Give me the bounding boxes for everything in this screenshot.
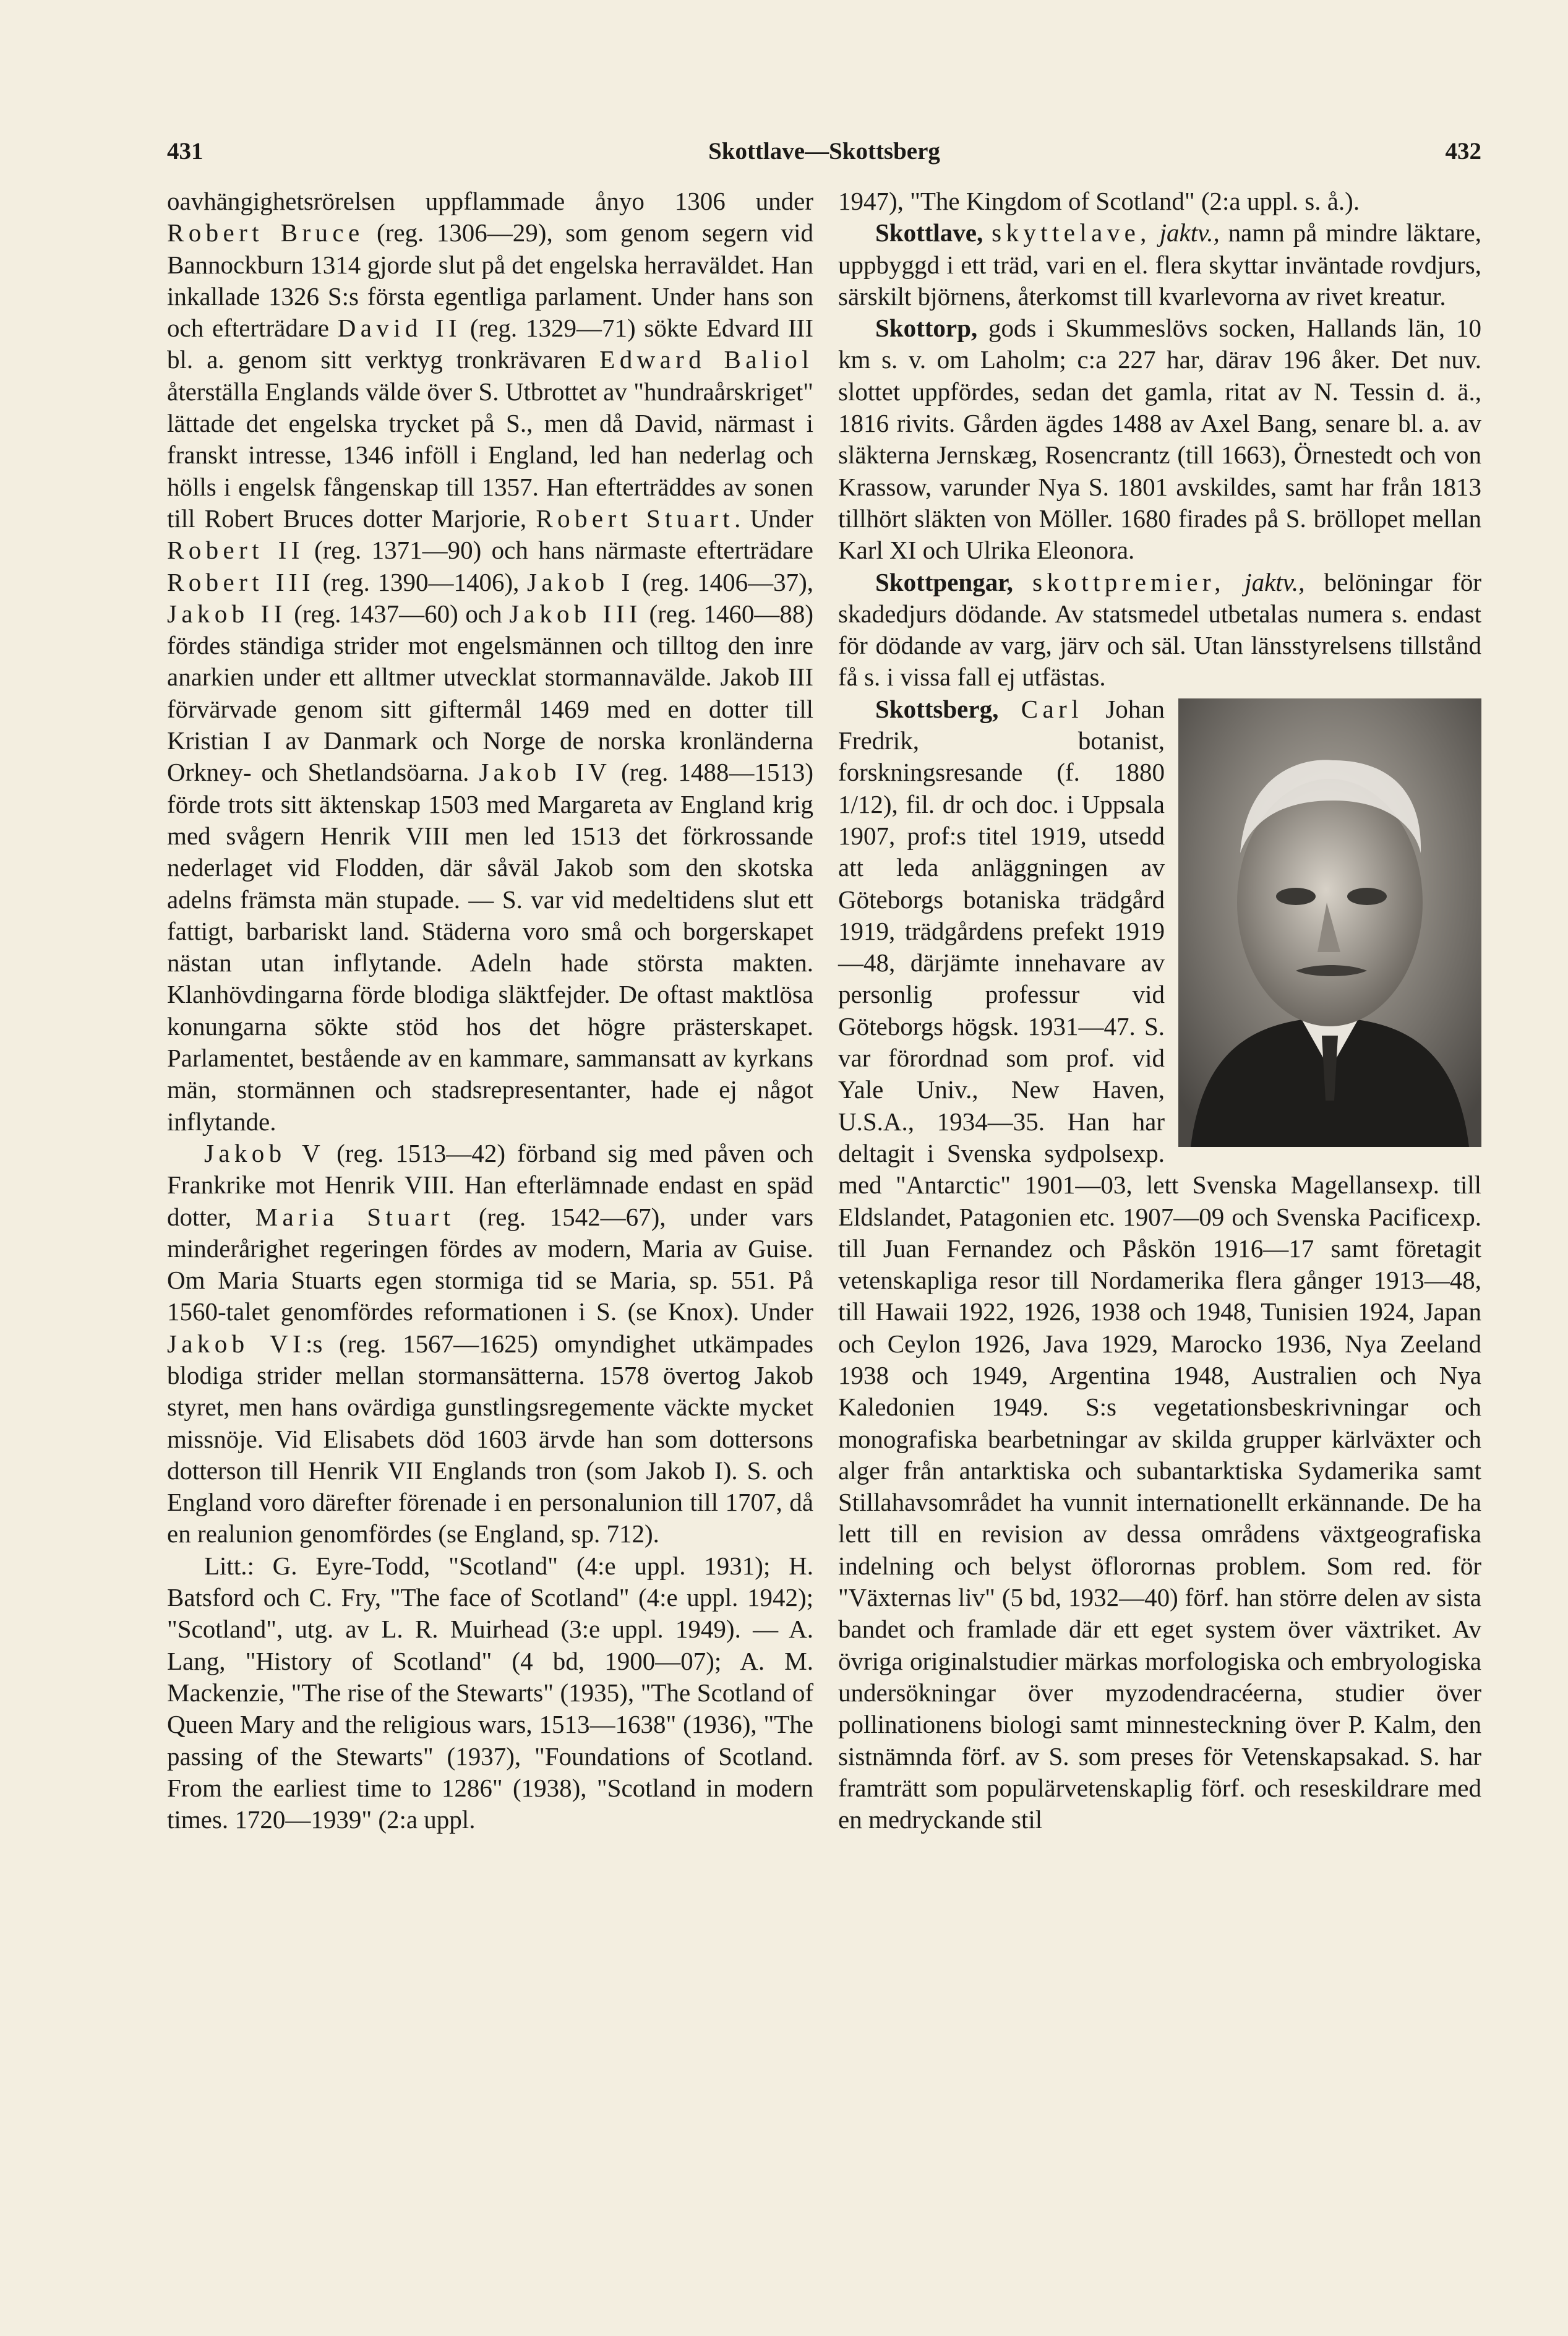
spaced-name: Robert Bruce	[167, 218, 364, 247]
left-column	[167, 186, 813, 1836]
paragraph-literature: Litt.: G. Eyre-Todd, "Scotland" (4:e uppl. 1931); H. Batsford och C. Fry, "The face of Scotland" (4:e uppl. 1942); "Scotland", utg. av L. R. Muirhead (3:e uppl. 1949). — A. Lang, "History of Scotland" (4 bd, 1900—07); A. M. Mackenzie, "The rise of the Stewarts" (1935), "The Scotland of Queen Mary and the religious wars, 1513—1638" (1936), "The passing of the Stewarts" (1937), "Foundations of Scotland. From the earliest time to 1286" (1938), "Scotland in modern times. 1720—1939" (2:a uppl.	[167, 1551, 813, 1834]
portrait-photo-icon	[1178, 698, 1481, 1147]
entry-variant: skyttelave,	[992, 218, 1151, 247]
right-column	[838, 186, 1481, 1836]
spaced-name: Jakob I	[526, 567, 635, 596]
page-number-right: 432	[1445, 138, 1481, 165]
entry-headword: Skottorp,	[875, 314, 978, 343]
spaced-name: Jakob III	[509, 599, 642, 628]
entry-first-name: Carl	[1021, 694, 1083, 723]
entry-skottpengar: Skottpengar, skottpremier, jaktv., belöningar för skadedjurs dödande. Av statsmedel utbetalas numera s. endast för dödande av varg, järv och säl. Utan länsstyrelsens tillstånd få s. i vissa fall ej utfästas.	[838, 567, 1482, 692]
entry-headword: Skottlave,	[875, 218, 983, 247]
page-header	[167, 131, 1481, 174]
spaced-name: Maria Stuart	[255, 1202, 455, 1231]
paragraph-jakob-v: Jakob V (reg. 1513—42) förband sig med påven och Frankrike mot Henrik VIII. Han efterlämnade endast en späd dotter, Maria Stuart (reg. 1542—67), under vars minderårighet regeringen fördes av modern, Maria av Guise. Om Maria Stuarts egen stormiga tid se Maria, sp. 551. På 1560-talet genomfördes reformationen i S. (se Knox). Under Jakob VI:s (reg. 1567—1625) omyndighet utkämpades blodiga strider mellan stormansätterna. 1578 övertog Jakob styret, men hans ovärdiga gunstlingsregemente väckte mycket missnöje. Vid Elisabets död 1603 ärvde han som dottersons dotterson till Henrik VII Englands tron (som Jakob I). S. och England voro därefter förenade i en personalunion till 1707, då en realunion genomfördes (se England, sp. 712).	[167, 1138, 813, 1548]
entry-skottlave: Skottlave, skyttelave, jaktv., namn på mindre läktare, uppbyggd i ett träd, vari en el. flera skyttar inväntade rovdjurs, särskilt björnens, återkomst till kvarlevorna av rivet kreatur.	[838, 218, 1481, 311]
spaced-name: Robert Stuart	[536, 504, 735, 533]
spaced-name: Robert II	[167, 536, 304, 565]
entry-field-tag: jaktv.,	[1159, 218, 1220, 247]
continued-literature: 1947), "The Kingdom of Scotland" (2:a uppl. s. å.).	[838, 187, 1360, 215]
entry-skottsberg: Skottsberg, Carl Johan Fredrik, botanist, forskningsresande (f. 1880 1/12), fil. dr och doc. i Uppsala 1907, prof:s titel 1919, utsedd att leda anläggningen av Göteborgs botaniska trädgård 1919, trädgårdens prefekt 1919—48, därjämte innehavare av personlig professur vid Göteborgs högsk. 1931—47. S. var förordnad som prof. vid Yale Univ., New Haven, U.S.A., 1934—35. Han har deltagit i Svenska sydpolsexp. med "Antarctic" 1901—03, lett Svenska Magellansexp. till Eldslandet, Patagonien etc. 1907—09 och Svenska Pacificexp. till Juan Fernandez och Påskön 1916—17 samt företagit vetenskapliga resor till Nordamerika flera gånger 1913—48, till Hawaii 1922, 1926, 1938 och 1948, Tunisien 1924, Japan och Ceylon 1926, Java 1929, Marocko 1936, Nya Zeeland 1938 och 1949, Argentina 1948, Australien och Nya Kaledonien 1949. S:s vegetationsbeskrivningar och monografiska bearbetningar av skilda grupper kärlväxter och alger från antarktiska och subantarktiska Sydamerika samt Stillahavsområdet ha vunnit internationellt erkännande. De ha lett till en revision av dessa områdens växtgeografiska indelning och belyst öflorornas problem. Som red. för "Växternas liv" (5 bd, 1932—40) förf. han större delen av sista bandet och framlade där ett eget system över växtriket. Av övriga originalstudier märkas morfologiska och embryologiska undersökningar över myzodendracéerna, studier över pollinationens biologi samt minnesteckning över P. Kalm, den sistnämnda förf. av S. som preses för Vetenskapsakad. S. har framträtt som populärvetenskaplig förf. och reseskildrare med en medryckande stil	[838, 694, 1481, 1834]
spaced-name: Jakob VI	[167, 1329, 306, 1358]
entry-headword: Skottsberg,	[875, 694, 999, 723]
spaced-name: Jakob II	[167, 599, 287, 628]
page-number-left: 431	[167, 138, 203, 165]
spaced-name: David II	[337, 314, 462, 343]
entry-variant: skottpremier,	[1032, 567, 1225, 596]
entry-field-tag: jaktv.,	[1245, 567, 1305, 596]
entry-headword: Skottpengar,	[875, 567, 1013, 596]
spaced-name: Robert III	[167, 567, 315, 596]
spaced-name: Edward Baliol	[599, 345, 813, 374]
spaced-name: Jakob IV	[479, 758, 612, 787]
paragraph-scotland-history: oavhängighetsrörelsen uppflammade ånyo 1306 under Robert Bruce (reg. 1306—29), som genom segern vid Bannockburn 1314 gjorde slut på det engelska herraväldet. Han inkallade 1326 S:s första egentliga parlament. Under hans son och efterträdare David II (reg. 1329—71) sökte Edvard III bl. a. genom sitt verktyg tronkrävaren Edward Baliol återställa Englands välde över S. Utbrottet av "hundraårskriget" lättade det engelska trycket på S., men då David, närmast i franskt intresse, 1346 inföll i England, led han nederlag och hölls i engelsk fångenskap till 1357. Han efterträddes av sonen till Robert Bruces dotter Marjorie, Robert Stuart. Under Robert II (reg. 1371—90) och hans närmaste efterträdare Robert III (reg. 1390—1406), Jakob I (reg. 1406—37), Jakob II (reg. 1437—60) och Jakob III (reg. 1460—88) fördes ständiga strider mot engelsmännen och tilltog den inre anarkien under ett alltmer utvecklat stormannavälde. Jakob III förvärvade genom sitt giftermål 1469 med en dotter till Kristian I av Danmark och Norge de norska kronländerna Orkney- och Shetlandsöarna. Jakob IV (reg. 1488—1513) förde trots sitt äktenskap 1503 med Margareta av England krig med svågern Henrik VIII men led 1513 det förkrossande nederlaget vid Flodden, där såväl Jakob som den skotska adelns främsta män stupade. — S. var vid medeltidens slut ett fattigt, barbariskt land. Städerna voro små och borgerskapet nästan utan inflytande. Adeln hade största makten. Klanhövdingarna förde blodiga släktfejder. De oftast maktlösa konungarna sökte stöd hos det högre prästerskapet. Parlamentet, bestående av en kammare, sammansatt av kyrkans män, stormännen och stadsrepresentanter, hade ej något inflytande.	[167, 187, 814, 1136]
spaced-name: Jakob V	[204, 1138, 325, 1167]
entry-skottorp: Skottorp, gods i Skummeslövs socken, Hallands län, 10 km s. v. om Laholm; c:a 227 har, därav 196 åker. Det nuv. slottet uppfördes, sedan det gamla, ritat av N. Tessin d. ä., 1816 rivits. Gården ägdes 1488 av Axel Bang, senare bl. a. av släkterna Jernskæg, Rosencrantz (till 1663), Örnestedt och von Krassow, varunder Nya S. 1801 avskildes, samt har från 1813 tillhört släkten von Möller. 1680 firades på S. bröllopet mellan Karl XI och Ulrika Eleonora.	[838, 314, 1481, 565]
running-title: Skottlave—Skottsberg	[708, 138, 940, 165]
